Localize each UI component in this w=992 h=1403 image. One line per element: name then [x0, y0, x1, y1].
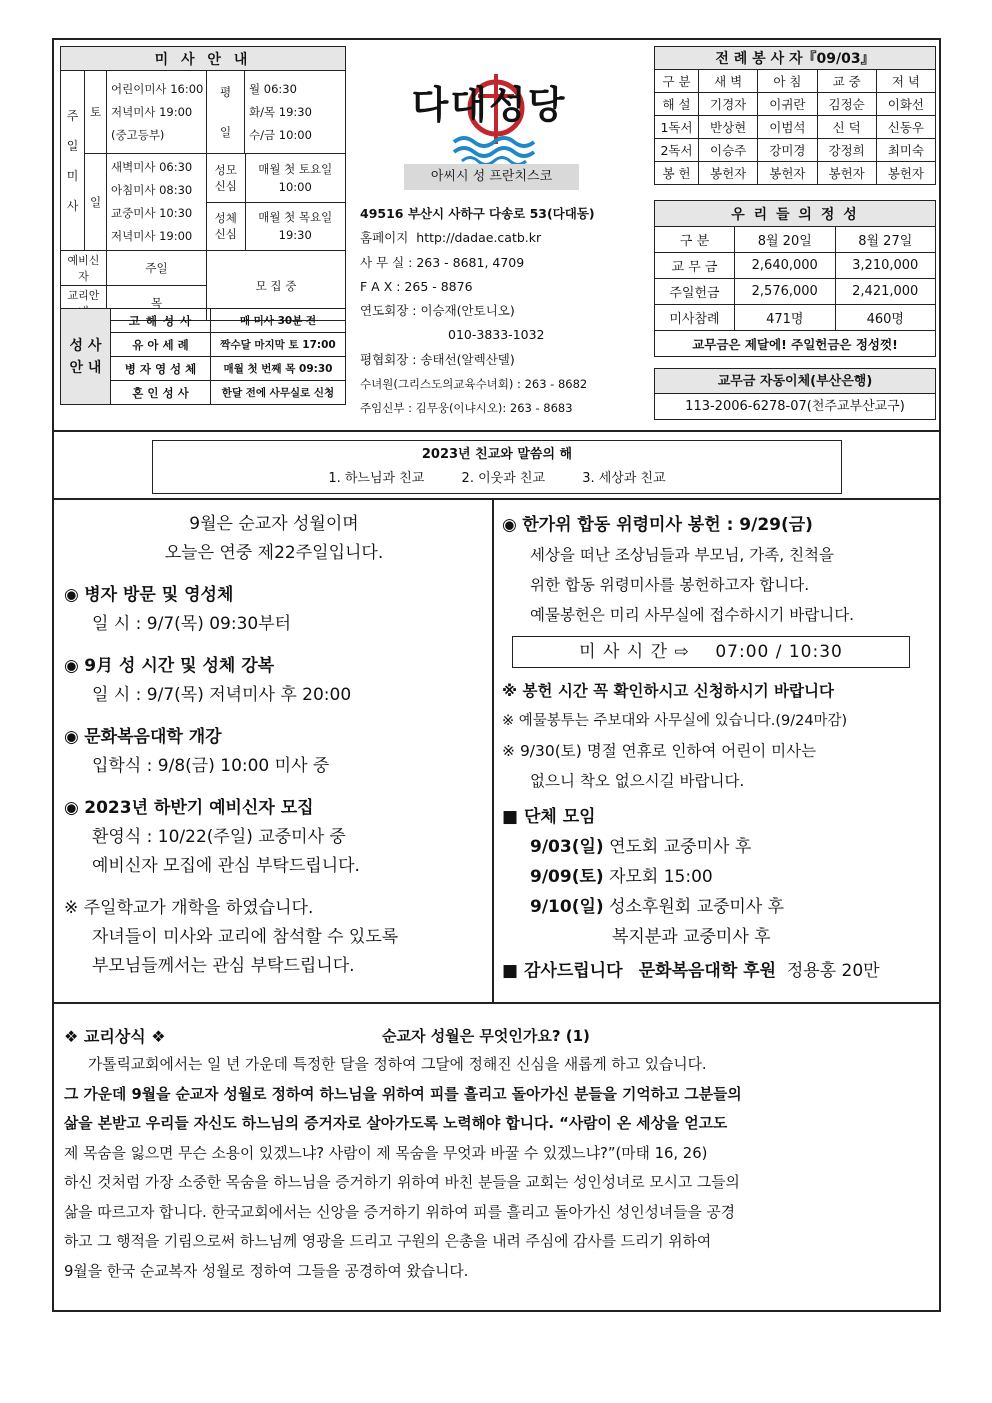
mass-time-label: 미 사 시 간 ⇨: [579, 642, 690, 662]
offering-stats-table: [654, 200, 936, 357]
bullet-icon: ◉: [502, 515, 517, 535]
patron-saint: 아씨시 성 프란치스코: [404, 164, 579, 190]
doctrine-label: 교리안: [61, 286, 107, 321]
group-row: [502, 832, 932, 862]
sat-mass-1: 어린이미사 16:00: [111, 81, 204, 96]
server-role: 해 설: [655, 93, 699, 116]
sacraments-label: 성 사 안 내: [61, 309, 111, 405]
table-row: [655, 305, 936, 331]
mass-schedule-title: 미 사 안 내: [61, 47, 346, 71]
sunday-label: 일: [85, 154, 107, 251]
servers-title: 전 례 봉 사 자『09/03』: [655, 47, 936, 70]
pastoral-council-head: 평협회장 : 송태선(알렉산델): [360, 351, 515, 367]
eucharist-devotion-value: 매월 첫 목요일 19:30: [258, 210, 333, 243]
catechumen-day: 주일: [107, 251, 207, 286]
sunday-mass-label: [61, 71, 85, 251]
sunday-masses: [107, 154, 207, 251]
eucharist-devotion-label: 성체 신심: [207, 202, 245, 250]
bulletin-page: [52, 38, 941, 1312]
notice-title: [64, 794, 484, 823]
stats-value: 2,421,000: [835, 279, 936, 305]
stats-row-label: 교 무 금: [655, 253, 735, 279]
sun-mass-3: 교중미사 10:30: [111, 206, 193, 220]
parish-name: 다대성당: [411, 83, 567, 127]
server-name: 봉헌자: [817, 162, 876, 185]
notice-line: 입학식 : 9/8(금) 10:00 미사 중: [92, 756, 330, 776]
table-row: [655, 162, 936, 185]
notice-title: [64, 723, 484, 752]
server-name: 최미숙: [876, 139, 935, 162]
note-mark-icon: ※: [502, 713, 515, 729]
sun-mass-1: 새벽미사 06:30: [111, 160, 193, 174]
servers-col-header: 새 벽: [699, 70, 758, 93]
year-theme-item: 2. 이웃과 친교: [461, 471, 546, 486]
recruit-status: 모 집 중: [207, 251, 346, 321]
weekday-label-1: 평: [219, 85, 232, 99]
right-notices: [502, 510, 932, 986]
catechism-line: 가톨릭교회에서는 일 년 가운데 특정한 달을 정하여 그달에 정해진 신심을 새롭게 하고 있습니다.: [88, 1056, 707, 1073]
bullet-icon: ◉: [64, 798, 79, 818]
divider: [54, 498, 939, 500]
catechism-header: [64, 1020, 930, 1050]
liturgy-servers-table: [654, 46, 936, 185]
weekday-mass-3: 수/금 10:00: [249, 127, 312, 142]
devotion-cells: [207, 154, 346, 251]
server-name: 이승주: [699, 139, 758, 162]
note-text: 9/30(토) 명절 연휴로 인하여 어린이 미사는: [519, 742, 817, 760]
memorial-line: 예물봉헌은 미리 사무실에 접수하시기 바랍니다.: [530, 606, 855, 624]
catechumen-label: 예비신자: [61, 251, 107, 286]
sat-mass-3: (중고등부): [111, 127, 165, 142]
servers-col-header: 교 중: [817, 70, 876, 93]
server-name: 신동우: [876, 116, 935, 139]
group-date: 9/09(토): [530, 867, 604, 887]
server-name: 이귀란: [758, 93, 817, 116]
catechism-line: 9월을 한국 순교복자 성월로 정하여 그들을 공경하여 왔습니다.: [64, 1262, 469, 1280]
sacrament-name: 고 해 성 사: [111, 309, 211, 333]
note-mark-icon: ※: [64, 898, 79, 918]
divider: [54, 430, 939, 432]
catechism-line: 삶을 본받고 우리들 자신도 하느님의 증거자로 살아가도록 노력해야 합니다. “사람이 온 세상을 얻고도: [64, 1115, 728, 1132]
note-line: [502, 736, 932, 766]
weekday-label: [207, 71, 245, 154]
server-name: 강정희: [817, 139, 876, 162]
group-row: [502, 922, 932, 952]
stats-value: 460명: [835, 305, 936, 331]
notice-line: 예비신자 모집에 관심 부탁드립니다.: [92, 856, 360, 876]
notice-line: 환영식 : 10/22(주일) 교중미사 중: [92, 827, 346, 847]
homepage-link[interactable]: http://dadae.catb.kr: [416, 230, 542, 246]
stats-row-label: 주일헌금: [655, 279, 735, 305]
saturday-label: 토: [85, 71, 107, 154]
table-row: [655, 279, 936, 305]
group-text: 연도회 교중미사 후: [609, 837, 752, 857]
sacraments-table: [60, 308, 346, 405]
server-name: 반상현: [699, 116, 758, 139]
sat-mass-2: 저녁미사 19:00: [111, 104, 193, 119]
table-row: [655, 139, 936, 162]
server-name: 봉헌자: [699, 162, 758, 185]
sacrament-value: 매월 첫 번째 목 09:30: [211, 357, 346, 381]
stats-value: 3,210,000: [835, 253, 936, 279]
bullet-icon: ◉: [64, 727, 79, 747]
catechism-title: 순교자 성월은 무엇인가요? (1): [382, 1027, 590, 1045]
server-name: 봉헌자: [758, 162, 817, 185]
year-theme-item: 1. 하느님과 친교: [328, 471, 425, 486]
note-line: [502, 676, 932, 706]
sacrament-name: 유 아 세 례: [111, 333, 211, 357]
sun-mass-4: 저녁미사 19:00: [111, 229, 193, 243]
server-role: 1독서: [655, 116, 699, 139]
note-mark-icon: ※: [502, 682, 518, 700]
table-row: [655, 253, 936, 279]
catechism-label: ❖ 교리상식 ❖: [64, 1027, 166, 1046]
sacrament-name: 병 자 영 성 체: [111, 357, 211, 381]
note-line: 없으니 착오 없으시길 바랍니다.: [530, 772, 745, 790]
marian-devotion-label: 성모 신심: [207, 154, 245, 202]
memorial-line: 위한 합동 위령미사를 봉헌하고자 합니다.: [530, 576, 810, 594]
memorial-title: [502, 510, 932, 540]
server-name: 기경자: [699, 93, 758, 116]
note-text: 주일학교가 개학을 하였습니다.: [83, 898, 314, 918]
stats-col-header: 8월 20일: [735, 227, 836, 253]
autopay-title: 교무금 자동이체(부산은행): [655, 369, 935, 394]
group-date: 9/03(일): [530, 837, 604, 857]
left-notices: [64, 510, 484, 981]
group-text: 복지분과 교중미사 후: [612, 927, 771, 947]
council-head: 연도회장 : 이승재(안토니오): [360, 303, 515, 319]
notice-line: 일 시 : 9/7(목) 저녁미사 후 20:00: [92, 685, 352, 705]
note-line: [64, 894, 484, 923]
table-row: [655, 93, 936, 116]
server-role: 2독서: [655, 139, 699, 162]
group-row: [502, 892, 932, 922]
stats-col-header: 8월 27일: [835, 227, 936, 253]
autopay-account: 113-2006-6278-07(천주교부산교구): [685, 399, 905, 414]
catechism-line: 제 목숨을 잃으면 무슨 소용이 있겠느냐? 사람이 제 목숨을 무엇과 바꿀 수 있겠느냐?”(마태 16, 26): [64, 1144, 708, 1162]
weekday-mass-2: 화/목 19:30: [249, 104, 312, 119]
sacrament-value: 짝수달 마지막 토 17:00: [211, 333, 346, 357]
note-mark-icon: ※: [502, 742, 515, 760]
group-row: [502, 862, 932, 892]
notice-title-text: 문화복음대학 개강: [84, 727, 222, 747]
table-row: [655, 116, 936, 139]
year-theme-box: [152, 440, 842, 494]
bullet-icon: ◉: [64, 656, 79, 676]
catechism-section: [64, 1020, 930, 1286]
notice-line: 일 시 : 9/7(목) 09:30부터: [92, 614, 292, 634]
pastor-phone: 주임신부 : 김무웅(이냐시오): 263 - 8683: [360, 401, 573, 416]
note-text: 봉헌 시간 꼭 확인하시고 신청하시기 바랍니다: [522, 682, 834, 700]
stats-title: 우 리 들 의 정 성: [655, 201, 936, 227]
column-divider: [492, 498, 494, 1002]
sun-mass-2: 아침미사 08:30: [111, 183, 193, 197]
server-name: 이화선: [876, 93, 935, 116]
note-text: 예물봉투는 주보대와 사무실에 있습니다.(9/24마감): [518, 713, 848, 729]
marian-devotion-value: 매월 첫 토요일 10:00: [245, 154, 345, 202]
sacrament-name: 혼 인 성 사: [111, 381, 211, 405]
note-line: [502, 706, 932, 736]
catechism-line: 하신 것처럼 가장 소중한 목숨을 하느님을 증거하기 위하여 바친 분들을 교회는 성인성녀로 모시고 그들의: [64, 1174, 740, 1191]
thanks-donor: 정용홍 20만: [786, 961, 880, 981]
note-line: 자녀들이 미사와 교리에 참석할 수 있도록: [92, 927, 399, 947]
autopay-box: [654, 368, 936, 420]
stats-value: 471명: [735, 305, 836, 331]
address: 49516 부산시 사하구 다송로 53(다대동): [360, 206, 595, 221]
server-name: 봉헌자: [876, 162, 935, 185]
parish-logo: [374, 64, 604, 194]
headline-1: 9월은 순교자 성월이며: [189, 514, 359, 534]
notice-title: [64, 581, 484, 610]
note-line: 부모님들께서는 관심 부탁드립니다.: [92, 956, 355, 976]
notice-title-text: 병자 방문 및 영성체: [84, 585, 234, 605]
catechism-line: 그 가운데 9월을 순교자 성월로 정하여 하느님을 위하여 피를 흘리고 돌아가신 분들을 기억하고 그분들의: [64, 1085, 742, 1103]
convent-phone: 수녀원(그리스도의교육수녀회) : 263 - 8682: [360, 377, 588, 392]
sunday-mass-label-text: 주 일 미 사: [66, 108, 79, 213]
memorial-title-text: 한가위 합동 위령미사 봉헌 : 9/29(금): [522, 515, 813, 535]
stats-row-label: 미사참례: [655, 305, 735, 331]
mass-time-value: 07:00 / 10:30: [715, 642, 843, 662]
homepage-row: [360, 226, 650, 250]
server-name: 이범석: [758, 116, 817, 139]
notice-title-text: 2023년 하반기 예비신자 모집: [84, 798, 314, 818]
catechism-line: 삶을 따르고자 합니다. 한국교회에서는 신앙을 증거하기 위하여 피를 흘리고 돌아가신 성인성녀들을 공경: [64, 1203, 736, 1221]
divider: [54, 1002, 939, 1004]
office-phone: 사 무 실 : 263 - 8681, 4709: [360, 254, 525, 270]
homepage-label: 홈페이지: [360, 230, 409, 246]
memorial-line: 세상을 떠난 조상님들과 부모님, 가족, 친척을: [530, 546, 835, 564]
thanks-row: [502, 956, 932, 986]
headline-2: 오늘은 연중 제22주일입니다.: [164, 543, 384, 563]
fax: F A X : 265 - 8876: [360, 278, 473, 294]
group-date: 9/10(일): [530, 897, 604, 917]
parish-contact-info: [360, 202, 650, 421]
year-theme-items: [153, 467, 841, 491]
stats-col-header: 구 분: [655, 227, 735, 253]
thanks-org: 문화복음대학 후원: [638, 961, 777, 981]
catechism-line: 하고 그 행적을 기림으로써 하느님께 영광을 드리고 구원의 은총을 내려 주심에 감사를 드리기 위하여: [64, 1233, 712, 1250]
stats-value: 2,640,000: [735, 253, 836, 279]
stats-footer: 교무금은 제달에! 주일헌금은 정성껏!: [655, 331, 936, 357]
notice-title-text: 9月 성 시간 및 성체 강복: [84, 656, 275, 676]
servers-col-header: 아 침: [758, 70, 817, 93]
group-text: 성소후원회 교중미사 후: [609, 897, 785, 917]
servers-col-header: 구 분: [655, 70, 699, 93]
stats-value: 2,576,000: [735, 279, 836, 305]
council-phone: 010-3833-1032: [448, 327, 545, 343]
servers-col-header: 저 녁: [876, 70, 935, 93]
thanks-label: ■ 감사드립니다: [502, 961, 623, 981]
groups-title: ■ 단체 모임: [502, 807, 596, 827]
weekday-label-2: 일: [219, 125, 232, 139]
saturday-masses: [107, 71, 207, 154]
group-text: 자모회 15:00: [609, 867, 713, 887]
server-name: 김정순: [817, 93, 876, 116]
server-role: 봉 헌: [655, 162, 699, 185]
notice-title: [64, 652, 484, 681]
year-theme-title: 2023년 친교와 말씀의 해: [421, 447, 573, 462]
bullet-icon: ◉: [64, 585, 79, 605]
server-name: 강미경: [758, 139, 817, 162]
doctrine-day: 목: [107, 286, 207, 321]
sacrament-value: 매 미사 30분 전: [211, 309, 346, 333]
weekday-mass-1: 월 06:30: [249, 81, 297, 96]
weekday-masses: [245, 71, 346, 154]
server-name: 신 덕: [817, 116, 876, 139]
mass-schedule-table: [60, 46, 346, 321]
mass-time-box: [512, 636, 910, 668]
sacrament-value: 한달 전에 사무실로 신청: [211, 381, 346, 405]
year-theme-item: 3. 세상과 친교: [582, 471, 666, 486]
